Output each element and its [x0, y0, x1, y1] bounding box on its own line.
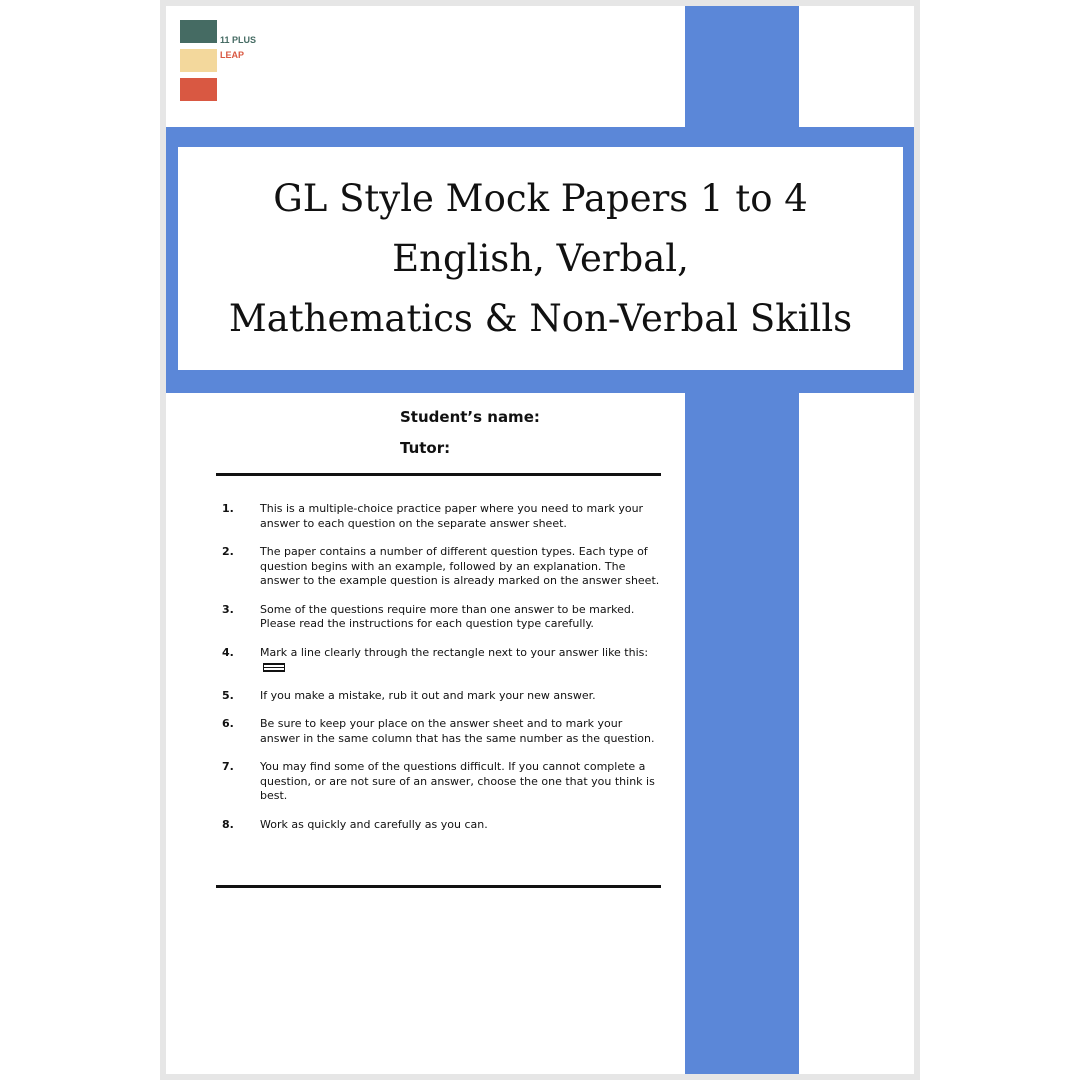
instruction-number: 1. [222, 502, 234, 515]
tutor-label: Tutor: [400, 439, 451, 457]
instruction-number: 5. [222, 688, 234, 702]
logo-bar-red [180, 78, 217, 101]
instruction-text: Some of the questions require more than one answer to be marked. Please read the instructions for each question type carefully. [260, 602, 635, 630]
instruction-item [222, 646, 662, 675]
logo-text-11plus: 11 PLUS [220, 35, 257, 45]
instruction-text-with-example [260, 646, 662, 675]
top-divider [216, 473, 661, 476]
instruction-number: 6. [222, 717, 234, 730]
instruction-text: Be sure to keep your place on the answer sheet and to mark your answer in the same column that has the same number as the question. [260, 717, 655, 745]
instructions-list [222, 502, 662, 846]
instruction-text: Mark a line clearly through the rectangle next to your answer like this: [260, 645, 649, 659]
instruction-number: 3. [222, 602, 234, 616]
instruction-text: Work as quickly and carefully as you can. [260, 817, 488, 831]
instruction-number: 2. [222, 545, 234, 558]
marked-rectangle-icon [263, 663, 285, 672]
instruction-item [222, 545, 662, 589]
page-content [166, 6, 914, 1074]
instruction-item [222, 603, 662, 632]
instruction-number: 8. [222, 817, 234, 831]
title-box [178, 147, 903, 370]
student-info [400, 402, 540, 464]
logo-text-leap: LEAP [220, 50, 245, 60]
instruction-text: You may find some of the questions difficult. If you cannot complete a question, or are not sure of an answer, choose the one that you think is best. [260, 760, 655, 802]
instruction-text: If you make a mistake, rub it out and mark your new answer. [260, 688, 596, 702]
instruction-number: 4. [222, 645, 234, 659]
title-line-2: English, Verbal, [392, 236, 689, 280]
instruction-text: This is a multiple-choice practice paper where you need to mark your answer to each question on the separate answer sheet. [260, 502, 644, 530]
instruction-number: 7. [222, 760, 234, 773]
instruction-item [222, 818, 662, 833]
document-page [160, 0, 920, 1080]
title-line-1: GL Style Mock Papers 1 to 4 [273, 176, 808, 220]
student-name-label: Student’s name: [400, 408, 540, 426]
instruction-item [222, 502, 662, 531]
brand-logo [180, 20, 280, 102]
instruction-text: The paper contains a number of different question types. Each type of question begins with an example, followed by an explanation. The answer to the example question is already marked on the answer sheet. [260, 545, 660, 587]
instruction-item [222, 760, 662, 804]
instruction-item [222, 689, 662, 704]
instruction-item [222, 717, 662, 746]
bottom-divider [216, 885, 661, 888]
logo-bar-green [180, 20, 217, 43]
logo-bar-yellow [180, 49, 217, 72]
title-line-3: Mathematics & Non-Verbal Skills [228, 296, 853, 340]
